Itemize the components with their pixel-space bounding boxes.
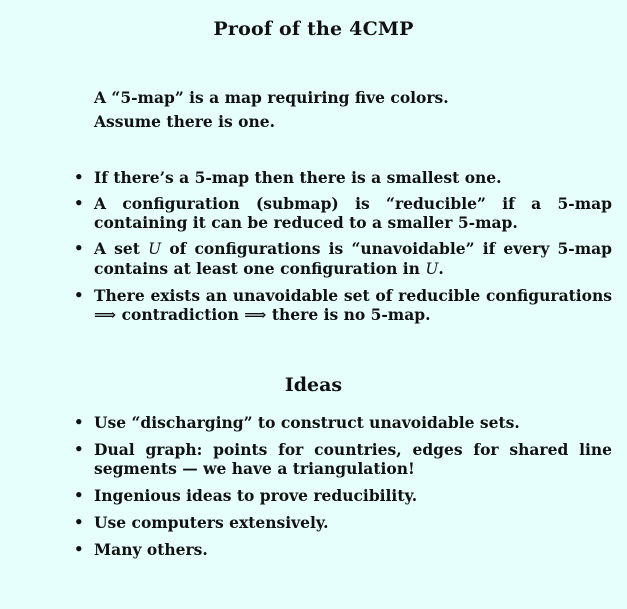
math-variable-u: U [425, 260, 439, 278]
idea-text: Use computers extensively. [94, 513, 329, 532]
list-item [74, 413, 612, 432]
bullet-icon: • [74, 239, 84, 257]
idea-text: Dual graph: points for countries, edges for shared line segments — we have a triangulation! [94, 440, 612, 478]
intro-block [94, 86, 449, 134]
idea-text: Ingenious ideas to prove reducibility. [94, 486, 418, 505]
bullet-icon: • [74, 486, 84, 504]
idea-text: Use “discharging” to construct unavoidable sets. [94, 413, 520, 432]
proof-step-text: There exists an unavoidable set of reducible configurations ⟹ contradiction ⟹ there is no 5-map. [94, 286, 612, 324]
idea-text: Many others. [94, 540, 208, 559]
slide-title: Proof of the 4CMP [213, 18, 414, 40]
proof-step-text-before: A set [94, 239, 149, 258]
list-item [74, 540, 612, 559]
proof-step-text: If there’s a 5-map then there is a smallest one. [94, 168, 502, 187]
list-item [74, 168, 612, 187]
ideas-heading: Ideas [284, 374, 343, 396]
list-item [74, 286, 612, 324]
bullet-icon: • [74, 168, 84, 186]
list-item [74, 440, 612, 478]
bullet-icon: • [74, 513, 84, 531]
proof-steps-list [74, 168, 612, 331]
math-variable-u: U [148, 240, 162, 258]
intro-line-assumption: Assume there is one. [94, 112, 275, 131]
list-item [74, 513, 612, 532]
proof-step-text-after: . [438, 259, 444, 278]
intro-line-definition: A “5-map” is a map requiring five colors. [94, 88, 449, 107]
bullet-icon: • [74, 413, 84, 431]
list-item [74, 194, 612, 232]
ideas-list [74, 413, 612, 567]
bullet-icon: • [74, 440, 84, 458]
bullet-icon: • [74, 540, 84, 558]
proof-step-text-middle: of configurations is “unavoidable” if every 5-map contains at least one configuration in [94, 239, 612, 278]
list-item [74, 486, 612, 505]
proof-step-text: A configuration (submap) is “reducible” if a 5-map containing it can be reduced to a smaller 5-map. [94, 194, 612, 232]
bullet-icon: • [74, 286, 84, 304]
list-item [74, 239, 612, 279]
bullet-icon: • [74, 194, 84, 212]
